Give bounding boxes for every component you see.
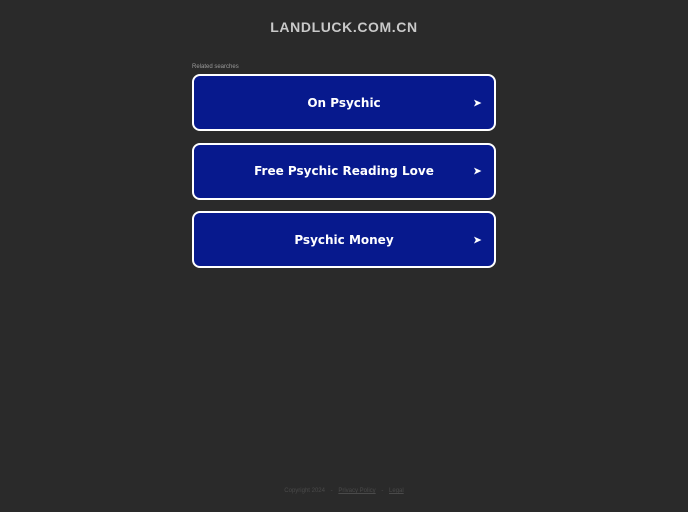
search-link-on-psychic[interactable] [192,74,496,131]
related-searches [192,64,496,280]
privacy-policy-link[interactable]: Privacy Policy [338,488,376,494]
search-link-label: On Psychic [307,95,381,110]
footer-separator: - [330,488,333,494]
domain-title: LANDLUCK.COM.CN [270,19,418,35]
arrow-right-icon: ➤ [472,164,482,178]
arrow-right-icon: ➤ [472,233,482,246]
related-searches-label: Related searches [192,64,239,70]
search-link-psychic-money[interactable] [192,211,496,268]
arrow-right-icon: ➤ [472,96,482,109]
search-link-free-psychic-reading-love[interactable] [192,143,496,200]
search-link-label: Free Psychic Reading Love [254,164,434,178]
footer [0,488,688,494]
search-link-label: Psychic Money [294,232,394,247]
legal-link[interactable]: Legal [389,488,404,494]
copyright-text: Copyright 2024 [284,488,325,494]
footer-separator: - [381,488,384,494]
